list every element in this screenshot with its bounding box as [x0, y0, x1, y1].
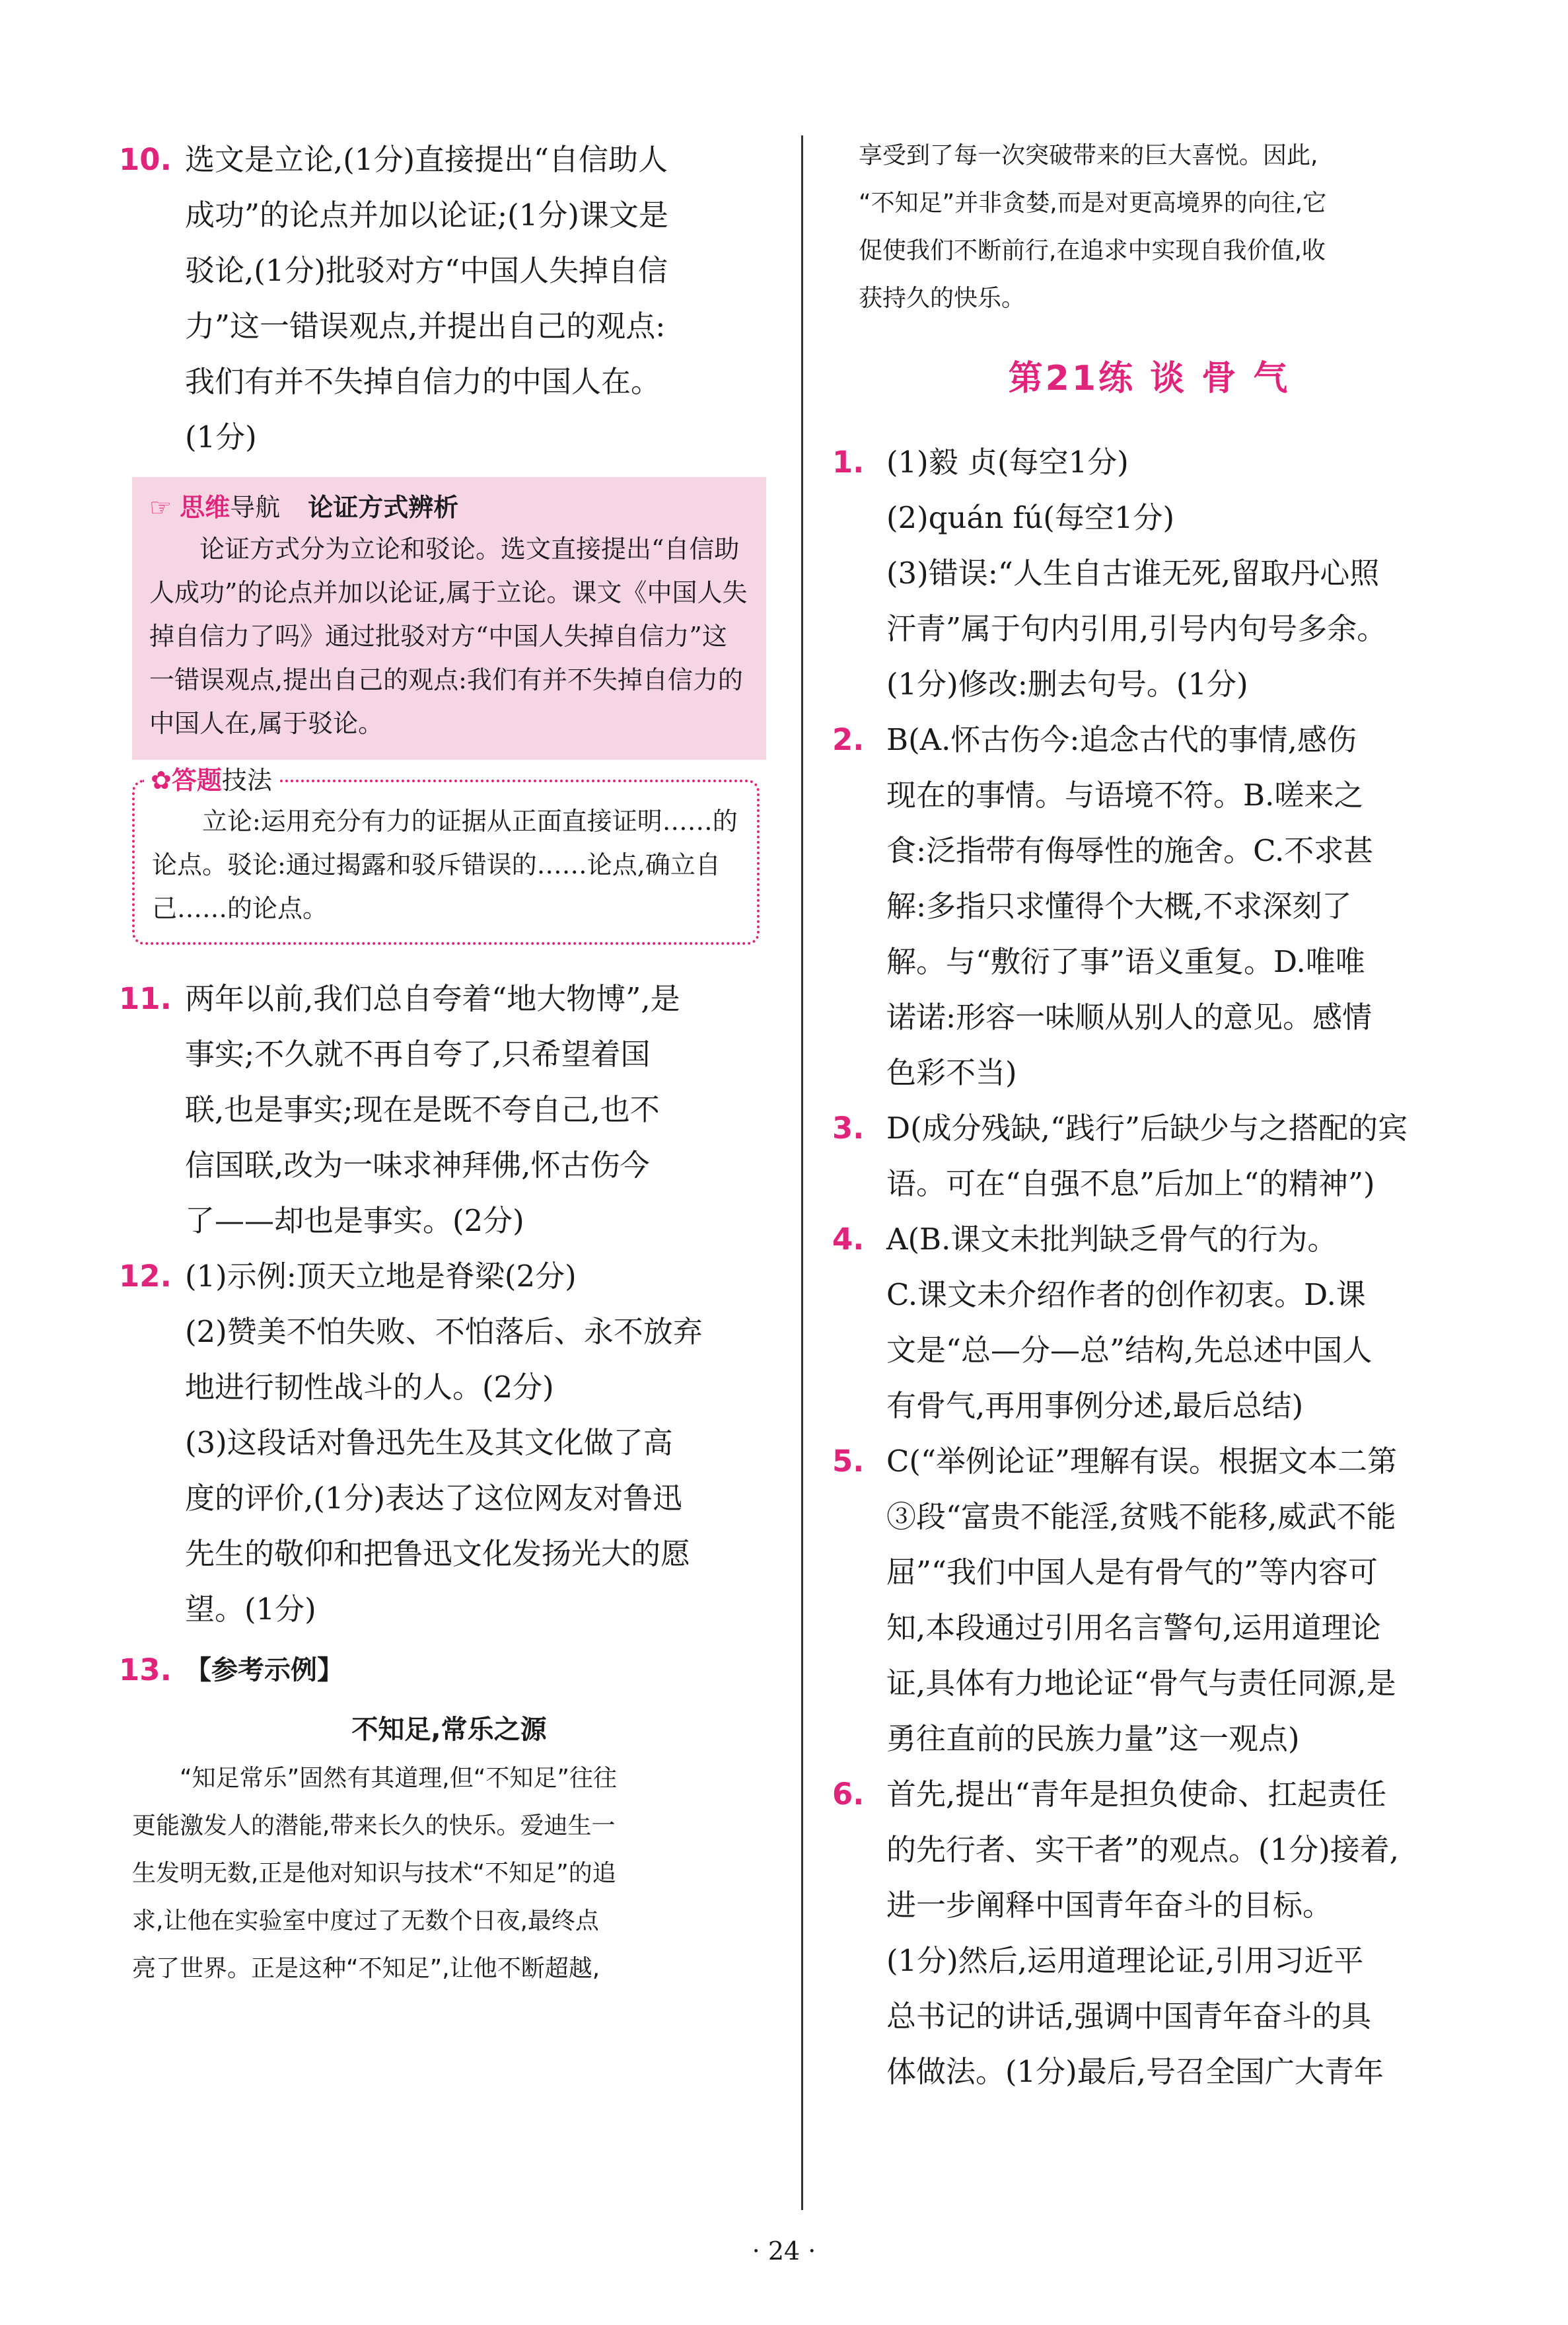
answer-text [185, 1642, 766, 1698]
answer-text [886, 1212, 1466, 1434]
answer-line: (3)这段话对鲁迅先生及其文化做了高 [185, 1425, 673, 1460]
answer-line: 选文是立论,(1分)直接提出“自信助人 [185, 142, 668, 177]
answer-line: (1分) [185, 420, 257, 455]
answer-line: 进一步阐释中国青年奋斗的目标。 [886, 1888, 1333, 1923]
answer-line: 先生的敬仰和把鲁迅文化发扬光大的愿 [185, 1536, 691, 1571]
answer-line: 望。(1分) [185, 1592, 316, 1627]
answer-line: 色彩不当) [886, 1055, 1017, 1090]
answer-6 [832, 1767, 1466, 2100]
answer-text [886, 1767, 1466, 2100]
answer-line: 联,也是事实;现在是既不夸自己,也不 [185, 1092, 660, 1127]
right-column [832, 132, 1466, 2100]
answer-line: 的先行者、实干者”的观点。(1分)接着, [886, 1832, 1400, 1867]
answer-line: 解:多指只求懂得个大概,不求深刻了 [886, 889, 1352, 924]
answer-line: 了——却也是事实。(2分) [185, 1203, 524, 1238]
answer-line: 力”这一错误观点,并提出自己的观点: [185, 309, 666, 344]
answer-line: 解。与“敷衍了事”语义重复。D.唯唯 [886, 944, 1365, 979]
essay-line: 生发明无数,正是他对知识与技术“不知足”的追 [132, 1860, 616, 1887]
answer-2 [832, 712, 1466, 1101]
answer-line: 屈”“我们中国人是有骨气的”等内容可 [886, 1555, 1378, 1590]
pointing-hand-icon: ☞ [149, 493, 172, 522]
answer-10 [119, 132, 766, 465]
tip-label-a: 答题 [171, 766, 222, 795]
question-number: 13. [119, 1652, 172, 1687]
section-title: 第21练 谈 骨 气 [1008, 359, 1291, 398]
answer-line: ③段“富贵不能淫,贫贱不能移,威武不能 [886, 1499, 1396, 1534]
tip-label-b: 技法 [221, 766, 272, 795]
answer-line: C.课文未介绍作者的创作初衷。D.课 [886, 1277, 1366, 1312]
answer-line: 知,本段通过引用名言警句,运用道理论 [886, 1610, 1381, 1645]
answer-line: (1)示例:顶天立地是脊梁(2分) [185, 1259, 577, 1294]
answer-line: 事实;不久就不再自夸了,只希望着国 [185, 1037, 651, 1072]
essay-line: 促使我们不断前行,在追求中实现自我价值,收 [859, 237, 1326, 264]
answer-12 [119, 1249, 766, 1637]
answer-line: (1分)修改:删去句号。(1分) [886, 667, 1248, 702]
essay-line: 亮了世界。正是这种“不知足”,让他不断超越, [132, 1955, 600, 1982]
essay-block [132, 1705, 766, 1993]
answer-line: A(B.课文未批判缺乏骨气的行为。 [886, 1222, 1337, 1257]
question-number: 3. [832, 1111, 865, 1146]
essay-line: 更能激发人的潜能,带来长久的快乐。爱迪生一 [132, 1812, 616, 1839]
answer-line: 我们有并不失掉自信力的中国人在。 [185, 364, 661, 399]
answer-line: 文是“总—分—总”结构,先总述中国人 [886, 1333, 1372, 1368]
essay-line: 求,让他在实验室中度过了无数个日夜,最终点 [132, 1907, 599, 1935]
guide-subtitle: 论证方式辨析 [308, 493, 459, 522]
answer-line: 两年以前,我们总自夸着“地大物博”,是 [185, 981, 680, 1016]
answer-11 [119, 971, 766, 1249]
answer-line: 诺诺:形容一味顺从别人的意见。感情 [886, 1000, 1372, 1035]
answer-3 [832, 1101, 1466, 1212]
answer-line: 度的评价,(1分)表达了这位网友对鲁迅 [185, 1481, 683, 1516]
answer-line: 信国联,改为一味求神拜佛,怀古伤今 [185, 1148, 650, 1183]
essay-line: 获持久的快乐。 [859, 285, 1026, 312]
answer-line: 首先,提出“青年是担负使命、扛起责任 [886, 1777, 1387, 1812]
answer-text [886, 435, 1466, 712]
question-number: 5. [832, 1444, 865, 1479]
answer-line: 有骨气,再用事例分述,最后总结) [886, 1388, 1304, 1423]
answer-line: C(“举例论证”理解有误。根据文本二第 [886, 1444, 1397, 1479]
question-number: 11. [119, 981, 172, 1016]
question-number: 1. [832, 445, 865, 480]
essay-line: “不知足”并非贪婪,而是对更高境界的向往,它 [859, 190, 1327, 217]
essay-title: 不知足,常乐之源 [351, 1715, 547, 1745]
answer-text [185, 132, 766, 465]
question-number: 4. [832, 1222, 865, 1257]
answer-line: 体做法。(1分)最后,号召全国广大青年 [886, 2054, 1384, 2089]
answer-4 [832, 1212, 1466, 1434]
answer-line: 成功”的论点并加以论证;(1分)课文是 [185, 198, 668, 233]
answer-line: D(成分残缺,“践行”后缺少与之搭配的宾 [886, 1111, 1408, 1146]
answer-1 [832, 435, 1466, 712]
thinking-guide-header [149, 488, 749, 527]
answer-text [185, 1249, 766, 1637]
answer-line: 总书记的讲话,强调中国青年奋斗的具 [886, 1999, 1372, 2034]
answer-text [886, 1434, 1466, 1767]
page-number: · 24 · [752, 2236, 816, 2266]
question-number: 6. [832, 1777, 865, 1812]
answer-line: 勇往直前的民族力量”这一观点) [886, 1721, 1300, 1756]
essay-line: 享受到了每一次突破带来的巨大喜悦。因此, [859, 142, 1318, 169]
essay-line: “知足常乐”固然有其道理,但“不知足”往往 [180, 1765, 618, 1792]
answer-line: 驳论,(1分)批驳对方“中国人失掉自信 [185, 253, 668, 288]
reference-label: 【参考示例】 [185, 1655, 343, 1685]
answer-line: (2)赞美不怕失败、不怕落后、永不放弃 [185, 1314, 703, 1349]
question-number: 12. [119, 1259, 172, 1294]
answer-text [185, 971, 766, 1249]
left-column [119, 132, 766, 1993]
answer-line: 现在的事情。与语境不符。B.嗟来之 [886, 778, 1364, 813]
answer-line: (1)毅 贞(每空1分) [886, 445, 1129, 480]
answer-line: 地进行韧性战斗的人。(2分) [185, 1370, 554, 1405]
answer-tip-text: 立论:运用充分有力的证据从正面直接证明……的论点。驳论:通过揭露和驳斥错误的……论点,确立自己……的论点。 [152, 807, 738, 923]
answer-tip-header [144, 764, 279, 797]
question-number: 2. [832, 722, 865, 757]
thinking-guide-box [132, 477, 766, 760]
answer-text [886, 712, 1466, 1101]
answer-tip-box [132, 766, 760, 945]
thinking-guide-text: 论证方式分为立论和驳论。选文直接提出“自信助人成功”的论点并加以论证,属于立论。课文《中国人失掉自信力了吗》通过批驳对方“中国人失掉自信力”这一错误观点,提出自己的观点:我们有并不失掉自信力的中国人在,属于驳论。 [149, 535, 748, 738]
answer-5 [832, 1434, 1466, 1767]
question-number: 10. [119, 142, 172, 177]
answer-line: B(A.怀古伤今:追念古代的事情,感伤 [886, 722, 1357, 757]
answer-line: (2)quán fú(每空1分) [886, 500, 1175, 535]
answer-line: (3)错误:“人生自古谁无死,留取丹心照 [886, 556, 1380, 591]
answer-line: (1分)然后,运用道理论证,引用习近平 [886, 1943, 1364, 1978]
guide-label-b: 导航 [230, 493, 281, 522]
answer-line: 语。可在“自强不息”后加上“的精神”) [886, 1166, 1375, 1201]
answer-13 [119, 1642, 766, 1698]
answer-line: 证,具体有力地论证“骨气与责任同源,是 [886, 1666, 1396, 1701]
answer-line: 食:泛指带有侮辱性的施舍。C.不求甚 [886, 833, 1374, 868]
answer-line: 汗青”属于句内引用,引号内句号多余。 [886, 611, 1387, 646]
guide-label-a: 思维 [180, 493, 231, 522]
answer-text [886, 1101, 1466, 1212]
flower-icon: ✿ [151, 766, 172, 795]
essay-continued [859, 132, 1466, 322]
column-divider [801, 135, 803, 2210]
